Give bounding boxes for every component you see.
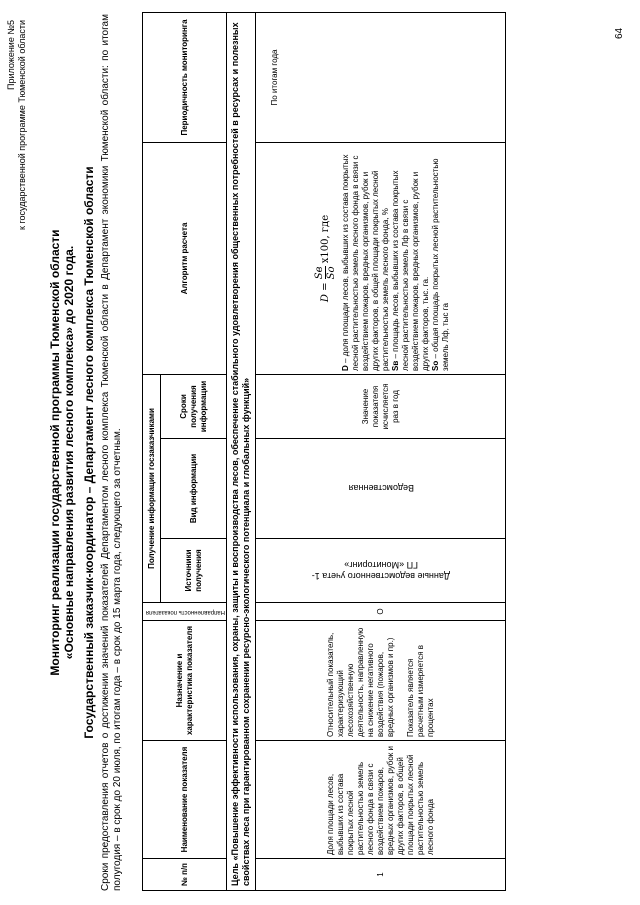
row-num: 1: [256, 859, 506, 891]
header-sources: Источники получения: [161, 539, 227, 603]
row-algorithm: [256, 142, 506, 374]
page-number: 64: [614, 27, 625, 39]
formula-numerator: Sв: [314, 266, 325, 280]
intro-paragraph: Сроки предоставления отчетов о достижении значений показателей Департаментом лесного комплекса Тюменской области в Департамент экономики Тюменской области: по итогам полугодия – в срок до 20 июля, по итогам года – в срок до 15 марта года, следующего за отчетным.: [100, 14, 123, 891]
formula-denominator: So: [326, 266, 337, 280]
header-purpose: Назначение и характеристика показателя: [143, 621, 227, 741]
document-title-line-3: Государственный заказчик-координатор – Департамент лесного комплекса Тюменской области: [82, 166, 96, 739]
header-name: Наименование показателя: [143, 741, 227, 859]
alg-sv: [391, 146, 431, 371]
row-sources-text: Данные ведомственного учета 1-ГП «Мониторинг»: [311, 560, 450, 582]
header-direction-label: Направленность показателя: [144, 609, 225, 615]
row-purpose-text-2: Показатель является расчетным измеряется в процентах: [405, 644, 435, 737]
row-sources: [256, 539, 506, 603]
row-name: Доля площади лесов, выбывших из состава покрытых лесной растительностью земель лесного фонда в связи с воздействием пожаров, вредных организмов, рубок и других факторов, в общей площади покрытых лесной растительностью земель лесного фонда: [256, 741, 506, 859]
row-periodicity: По итогам года: [256, 12, 506, 142]
header-algorithm: Алгоритм расчета: [143, 142, 227, 374]
alg-so-symbol: So: [431, 360, 440, 371]
alg-d: [341, 146, 391, 371]
alg-sv-symbol: Sв: [391, 360, 400, 371]
formula-rhs: x100, где: [320, 214, 331, 264]
header-num: № п/п: [143, 859, 227, 891]
alg-d-text: – доля площади лесов, выбывших из состава покрытых лесной растительностью земель лесного фонда в связи с воздействием пожаров, вредных организмов, рубок и других факторов, в общей площади покрытых лесной растительностью земель лесного фонда, %: [341, 154, 390, 371]
header-periodicity: Периодичность мониторинга: [143, 12, 227, 142]
row-kind-text: Ведомственная: [347, 483, 414, 494]
appendix-note: [6, 20, 28, 230]
header-kind: Вид информации: [161, 439, 227, 539]
row-purpose-text-1: Относительный показатель, характеризующий лесохозяйственную деятельность, направленную на снижение негативного воздействия (пожаров, вредных организмов и пр.): [325, 627, 395, 737]
goal-row: Цель «Повышение эффективности использования, охраны, защиты и воспроизводства лесов, обеспечение стабильного удовлетворения общественных потребностей в ресурсах и полезных свойствах леса при гарантированном сохранении ресурсно-экологического потенциала и глобальных функций»: [227, 12, 256, 890]
alg-sv-text: – площадь лесов, выбывших из состава покрытых лесной растительностью земель Лф в связи с воздействием пожаров, вредных организмов, рубок и других факторов, тыс. га.: [391, 170, 430, 371]
row-kind: [256, 439, 506, 539]
formula-lhs: D =: [320, 282, 331, 303]
alg-so-text: – общая площадь покрытых лесной растительностью земель Лф, тыс га: [431, 158, 450, 371]
formula: [314, 146, 337, 371]
monitoring-table: [142, 12, 506, 891]
alg-d-symbol: D: [341, 365, 350, 371]
row-direction: О: [256, 603, 506, 621]
appendix-line-1: Приложение №5: [6, 20, 16, 90]
row-purpose: [256, 621, 506, 741]
header-terms: Сроки получения информации: [161, 374, 227, 438]
formula-fraction: [314, 266, 337, 279]
document-title-line-1: Мониторинг реализации государственной программы Тюменской области: [48, 229, 62, 676]
header-direction: [143, 603, 227, 621]
header-info-group: Получение информации госзаказчиками: [143, 374, 161, 602]
appendix-line-2: к государственной программе Тюменской области: [17, 20, 27, 230]
alg-so: [431, 146, 451, 371]
document-title-line-2: «Основные направления развития лесного комплекса» до 2020 года.: [62, 245, 76, 660]
row-terms: Значение показателя исчисляется раз в год: [256, 374, 506, 438]
